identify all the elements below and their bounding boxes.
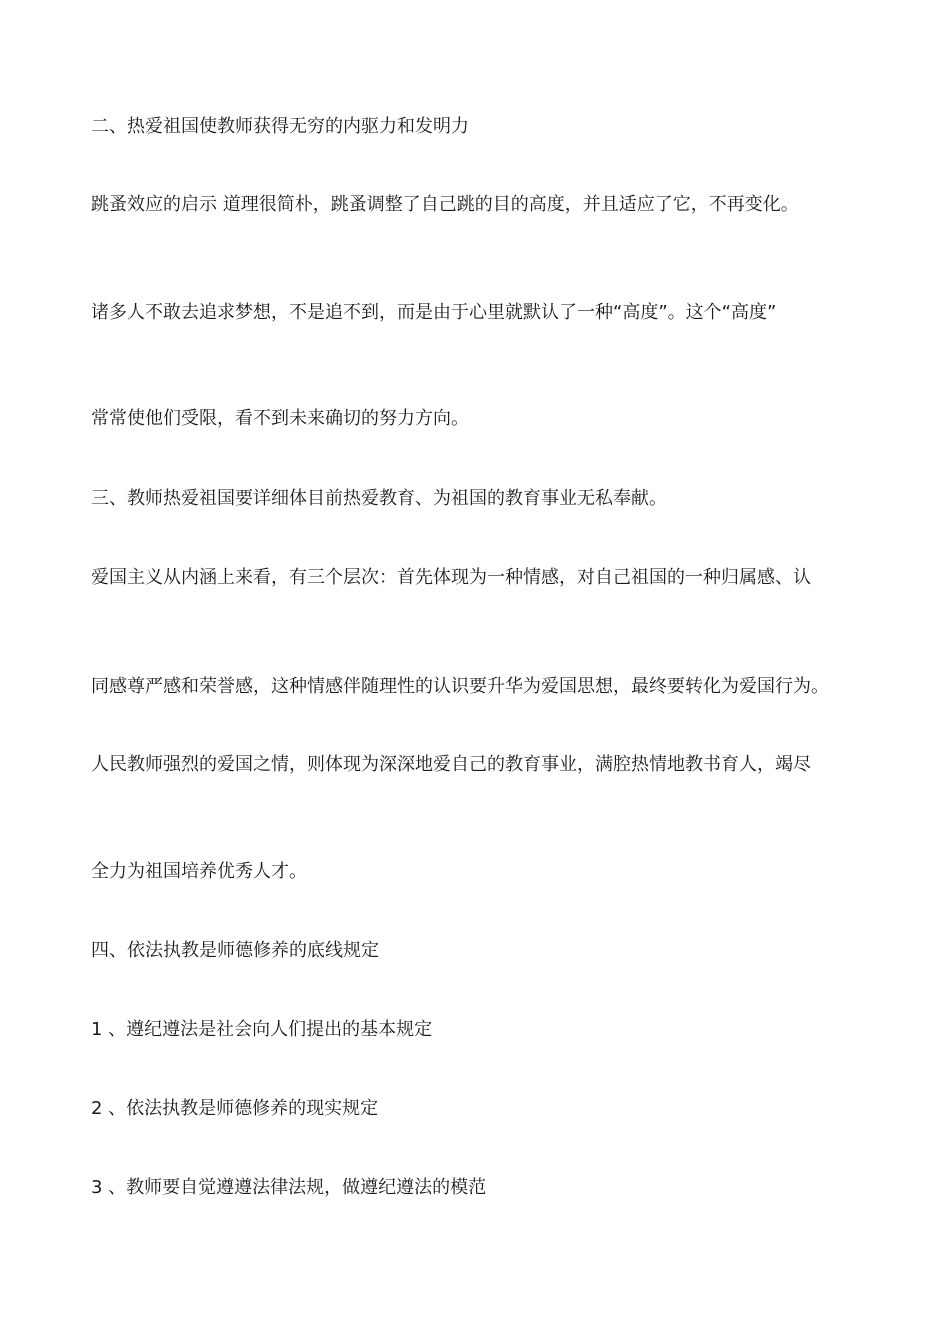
paragraph-line: 人民教师强烈的爱国之情，则体现为深深地爱自己的教育事业，满腔热情地教书育人，竭尽 <box>91 754 811 775</box>
paragraph-line: 爱国主义从内涵上来看，有三个层次：首先体现为一种情感，对自己祖国的一种归属感、认 <box>91 567 811 588</box>
list-item: 1 、遵纪遵法是社会向人们提出的基本规定 <box>91 1019 433 1040</box>
heading-section-4: 四、依法执教是师德修养的底线规定 <box>91 940 379 961</box>
heading-section-3: 三、教师热爱祖国要详细体目前热爱教育、为祖国的教育事业无私奉献。 <box>91 488 667 509</box>
list-item: 3 、教师要自觉遵遵法律法规，做遵纪遵法的模范 <box>91 1177 487 1198</box>
paragraph-line: 跳蚤效应的启示 道理很简朴，跳蚤调整了自己跳的目的高度，并且适应了它，不再变化。 <box>91 194 799 215</box>
heading-section-2: 二、热爱祖国使教师获得无穷的内驱力和发明力 <box>91 116 469 137</box>
paragraph-line: 全力为祖国培养优秀人才。 <box>91 861 307 882</box>
list-item: 2 、依法执教是师德修养的现实规定 <box>91 1098 379 1119</box>
paragraph-line: 诸多人不敢去追求梦想，不是追不到，而是由于心里就默认了一种“高度”。这个“高度” <box>91 302 777 323</box>
paragraph-line: 同感尊严感和荣誉感，这种情感伴随理性的认识要升华为爱国思想，最终要转化为爱国行为。 <box>91 676 829 697</box>
paragraph-line: 常常使他们受限，看不到未来确切的努力方向。 <box>91 408 469 429</box>
